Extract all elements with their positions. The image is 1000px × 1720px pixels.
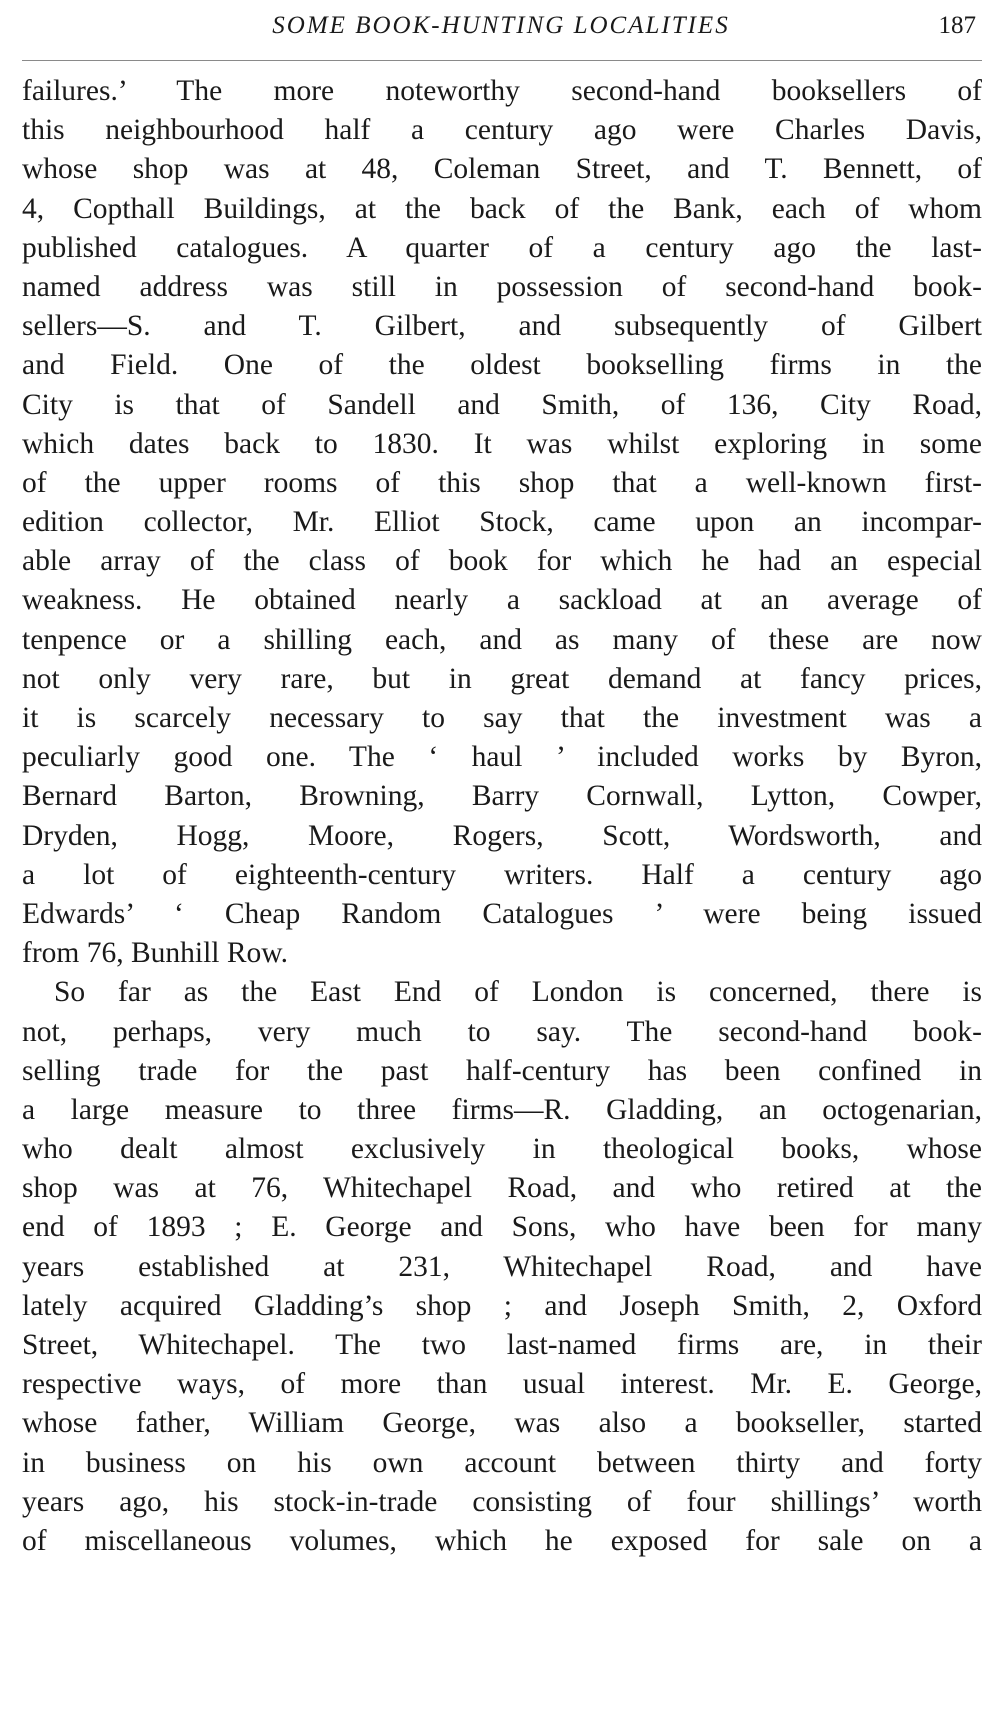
body-text <box>22 72 982 1561</box>
text-line: in business on his own account between thirty and forty <box>22 1446 982 1479</box>
text-line: not only very rare, but in great demand at fancy prices, <box>22 662 982 695</box>
text-line: published catalogues. A quarter of a century ago the last- <box>22 231 982 264</box>
text-line: edition collector, Mr. Elliot Stock, came upon an incompar- <box>22 506 982 539</box>
paragraph <box>22 72 982 973</box>
paragraph <box>22 973 982 1561</box>
text-line: sellers—S. and T. Gilbert, and subsequently of Gilbert <box>22 310 982 343</box>
text-line: of the upper rooms of this shop that a well-known first- <box>22 466 982 499</box>
text-line: this neighbourhood half a century ago were Charles Davis, <box>22 114 982 147</box>
text-line: years established at 231, Whitechapel Road, and have <box>22 1250 982 1283</box>
text-line: Dryden, Hogg, Moore, Rogers, Scott, Wordsworth, and <box>22 819 982 852</box>
text-line: it is scarcely necessary to say that the investment was a <box>22 702 982 734</box>
text-line: City is that of Sandell and Smith, of 136, City Road, <box>22 388 982 421</box>
text-line: tenpence or a shilling each, and as many of these are now <box>22 623 982 656</box>
header-rule <box>22 60 982 61</box>
text-line: years ago, his stock-in-trade consisting of four shillings’ worth <box>22 1485 982 1518</box>
text-line: respective ways, of more than usual interest. Mr. E. George, <box>22 1368 982 1401</box>
text-line: a large measure to three firms—R. Gladding, an octogenarian, <box>22 1093 982 1126</box>
text-line: able array of the class of book for which he had an especial <box>22 545 982 578</box>
text-line: named address was still in possession of second-hand book- <box>22 270 982 303</box>
text-line: peculiarly good one. The ‘ haul ’ included works by Byron, <box>22 741 982 774</box>
text-line: who dealt almost exclusively in theological books, whose <box>22 1133 982 1166</box>
text-line: So far as the East End of London is concerned, there is <box>54 976 982 1009</box>
text-line: and Field. One of the oldest bookselling firms in the <box>22 349 982 382</box>
running-head <box>22 6 980 56</box>
text-line: of miscellaneous volumes, which he exposed for sale on a <box>22 1524 982 1557</box>
text-line: Edwards’ ‘ Cheap Random Catalogues ’ were being issued <box>22 897 982 930</box>
text-line: Bernard Barton, Browning, Barry Cornwall, Lytton, Cowper, <box>22 780 982 813</box>
text-line: from 76, Bunhill Row. <box>22 937 289 970</box>
text-line: weakness. He obtained nearly a sackload at an average of <box>22 584 982 617</box>
text-line: end of 1893 ; E. George and Sons, who have been for many <box>22 1211 982 1244</box>
text-line: 4, Copthall Buildings, at the back of the Bank, each of whom <box>22 192 982 225</box>
text-line: shop was at 76, Whitechapel Road, and who retired at the <box>22 1172 982 1205</box>
text-line: a lot of eighteenth-century writers. Half a century ago <box>22 858 982 891</box>
text-line: Street, Whitechapel. The two last-named firms are, in their <box>22 1329 982 1361</box>
text-line: whose shop was at 48, Coleman Street, and T. Bennett, of <box>22 153 982 186</box>
text-line: lately acquired Gladding’s shop ; and Joseph Smith, 2, Oxford <box>22 1289 982 1322</box>
text-line: selling trade for the past half-century has been confined in <box>22 1054 982 1087</box>
text-line: failures.’ The more noteworthy second-hand booksellers of <box>22 75 982 107</box>
text-line: not, perhaps, very much to say. The second-hand book- <box>22 1015 982 1048</box>
running-title: SOME BOOK-HUNTING LOCALITIES <box>272 12 730 39</box>
text-line: which dates back to 1830. It was whilst exploring in some <box>22 427 982 460</box>
text-line: whose father, William George, was also a bookseller, started <box>22 1407 982 1440</box>
page-number: 187 <box>938 12 976 39</box>
